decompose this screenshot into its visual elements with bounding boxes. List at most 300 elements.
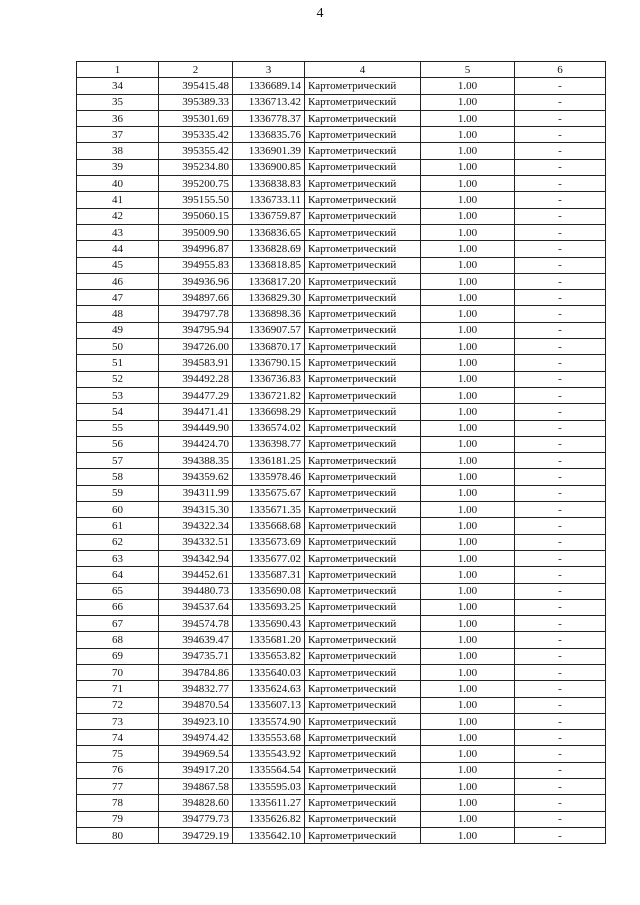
table-row (77, 404, 606, 420)
description-cell: - (515, 127, 606, 143)
x-coordinate-cell: 394388.35 (159, 453, 233, 469)
table-row (77, 550, 606, 566)
accuracy-cell: 1.00 (421, 534, 515, 550)
point-number-cell: 70 (77, 664, 159, 680)
table-row (77, 795, 606, 811)
accuracy-cell: 1.00 (421, 371, 515, 387)
point-number-cell: 69 (77, 648, 159, 664)
table-row (77, 273, 606, 289)
y-coordinate-cell: 1336817.20 (233, 273, 305, 289)
description-cell: - (515, 827, 606, 843)
table-row (77, 534, 606, 550)
table-row (77, 143, 606, 159)
description-cell: - (515, 387, 606, 403)
table-row (77, 453, 606, 469)
table-row (77, 387, 606, 403)
point-number-cell: 54 (77, 404, 159, 420)
accuracy-cell: 1.00 (421, 339, 515, 355)
table-row (77, 127, 606, 143)
method-cell: Картометрический (305, 436, 421, 452)
description-cell: - (515, 159, 606, 175)
x-coordinate-cell: 394574.78 (159, 616, 233, 632)
description-cell: - (515, 664, 606, 680)
method-cell: Картометрический (305, 192, 421, 208)
x-coordinate-cell: 394923.10 (159, 713, 233, 729)
description-cell: - (515, 681, 606, 697)
column-header: 6 (515, 62, 606, 78)
method-cell: Картометрический (305, 697, 421, 713)
point-number-cell: 55 (77, 420, 159, 436)
page-number: 4 (316, 6, 324, 21)
table-row (77, 208, 606, 224)
description-cell: - (515, 567, 606, 583)
y-coordinate-cell: 1335693.25 (233, 599, 305, 615)
column-header: 1 (77, 62, 159, 78)
table-row (77, 713, 606, 729)
method-cell: Картометрический (305, 485, 421, 501)
point-number-cell: 34 (77, 78, 159, 94)
table-header (77, 62, 606, 78)
method-cell: Картометрический (305, 599, 421, 615)
method-cell: Картометрический (305, 176, 421, 192)
x-coordinate-cell: 394996.87 (159, 241, 233, 257)
table-row (77, 290, 606, 306)
y-coordinate-cell: 1335607.13 (233, 697, 305, 713)
table-row (77, 371, 606, 387)
point-number-cell: 42 (77, 208, 159, 224)
y-coordinate-cell: 1336900.85 (233, 159, 305, 175)
table-row (77, 779, 606, 795)
description-cell: - (515, 339, 606, 355)
point-number-cell: 37 (77, 127, 159, 143)
y-coordinate-cell: 1336398.77 (233, 436, 305, 452)
table-row (77, 502, 606, 518)
point-number-cell: 68 (77, 632, 159, 648)
table-row (77, 110, 606, 126)
y-coordinate-cell: 1335564.54 (233, 762, 305, 778)
table-row (77, 420, 606, 436)
x-coordinate-cell: 395301.69 (159, 110, 233, 126)
point-number-cell: 40 (77, 176, 159, 192)
table-row (77, 322, 606, 338)
accuracy-cell: 1.00 (421, 632, 515, 648)
description-cell: - (515, 143, 606, 159)
x-coordinate-cell: 395234.80 (159, 159, 233, 175)
x-coordinate-cell: 395200.75 (159, 176, 233, 192)
description-cell: - (515, 811, 606, 827)
column-header: 2 (159, 62, 233, 78)
table-row (77, 159, 606, 175)
x-coordinate-cell: 395389.33 (159, 94, 233, 110)
point-number-cell: 73 (77, 713, 159, 729)
point-number-cell: 62 (77, 534, 159, 550)
accuracy-cell: 1.00 (421, 127, 515, 143)
y-coordinate-cell: 1336898.36 (233, 306, 305, 322)
method-cell: Картометрический (305, 713, 421, 729)
accuracy-cell: 1.00 (421, 78, 515, 94)
y-coordinate-cell: 1336181.25 (233, 453, 305, 469)
description-cell: - (515, 110, 606, 126)
method-cell: Картометрический (305, 94, 421, 110)
description-cell: - (515, 713, 606, 729)
y-coordinate-cell: 1336733.11 (233, 192, 305, 208)
description-cell: - (515, 436, 606, 452)
method-cell: Картометрический (305, 159, 421, 175)
description-cell: - (515, 208, 606, 224)
description-cell: - (515, 273, 606, 289)
table-row (77, 664, 606, 680)
point-number-cell: 56 (77, 436, 159, 452)
y-coordinate-cell: 1336713.42 (233, 94, 305, 110)
y-coordinate-cell: 1336778.37 (233, 110, 305, 126)
x-coordinate-cell: 394639.47 (159, 632, 233, 648)
description-cell: - (515, 469, 606, 485)
description-cell: - (515, 94, 606, 110)
accuracy-cell: 1.00 (421, 795, 515, 811)
point-number-cell: 35 (77, 94, 159, 110)
description-cell: - (515, 599, 606, 615)
description-cell: - (515, 78, 606, 94)
method-cell: Картометрический (305, 648, 421, 664)
description-cell: - (515, 616, 606, 632)
table-row (77, 241, 606, 257)
accuracy-cell: 1.00 (421, 387, 515, 403)
x-coordinate-cell: 394480.73 (159, 583, 233, 599)
accuracy-cell: 1.00 (421, 453, 515, 469)
accuracy-cell: 1.00 (421, 94, 515, 110)
y-coordinate-cell: 1335671.35 (233, 502, 305, 518)
accuracy-cell: 1.00 (421, 518, 515, 534)
y-coordinate-cell: 1335574.90 (233, 713, 305, 729)
accuracy-cell: 1.00 (421, 664, 515, 680)
table-row (77, 567, 606, 583)
point-number-cell: 51 (77, 355, 159, 371)
point-number-cell: 74 (77, 730, 159, 746)
method-cell: Картометрический (305, 224, 421, 240)
description-cell: - (515, 355, 606, 371)
point-number-cell: 79 (77, 811, 159, 827)
description-cell: - (515, 795, 606, 811)
table-row (77, 192, 606, 208)
accuracy-cell: 1.00 (421, 290, 515, 306)
y-coordinate-cell: 1335673.69 (233, 534, 305, 550)
coordinates-table (76, 61, 606, 844)
point-number-cell: 71 (77, 681, 159, 697)
point-number-cell: 44 (77, 241, 159, 257)
description-cell: - (515, 290, 606, 306)
table-row (77, 257, 606, 273)
x-coordinate-cell: 394322.34 (159, 518, 233, 534)
description-cell: - (515, 224, 606, 240)
point-number-cell: 38 (77, 143, 159, 159)
method-cell: Картометрический (305, 795, 421, 811)
point-number-cell: 57 (77, 453, 159, 469)
x-coordinate-cell: 394315.30 (159, 502, 233, 518)
y-coordinate-cell: 1336901.39 (233, 143, 305, 159)
x-coordinate-cell: 394537.64 (159, 599, 233, 615)
table-row (77, 355, 606, 371)
description-cell: - (515, 306, 606, 322)
x-coordinate-cell: 395060.15 (159, 208, 233, 224)
x-coordinate-cell: 394311.99 (159, 485, 233, 501)
accuracy-cell: 1.00 (421, 746, 515, 762)
x-coordinate-cell: 394955.83 (159, 257, 233, 273)
description-cell: - (515, 404, 606, 420)
accuracy-cell: 1.00 (421, 648, 515, 664)
x-coordinate-cell: 395355.42 (159, 143, 233, 159)
method-cell: Картометрический (305, 420, 421, 436)
table-row (77, 681, 606, 697)
y-coordinate-cell: 1335543.92 (233, 746, 305, 762)
y-coordinate-cell: 1335626.82 (233, 811, 305, 827)
method-cell: Картометрический (305, 387, 421, 403)
method-cell: Картометрический (305, 371, 421, 387)
accuracy-cell: 1.00 (421, 811, 515, 827)
accuracy-cell: 1.00 (421, 192, 515, 208)
method-cell: Картометрический (305, 339, 421, 355)
accuracy-cell: 1.00 (421, 567, 515, 583)
description-cell: - (515, 257, 606, 273)
description-cell: - (515, 453, 606, 469)
method-cell: Картометрический (305, 730, 421, 746)
accuracy-cell: 1.00 (421, 469, 515, 485)
y-coordinate-cell: 1336790.15 (233, 355, 305, 371)
table-row (77, 648, 606, 664)
method-cell: Картометрический (305, 762, 421, 778)
point-number-cell: 78 (77, 795, 159, 811)
method-cell: Картометрический (305, 257, 421, 273)
y-coordinate-cell: 1336574.02 (233, 420, 305, 436)
method-cell: Картометрический (305, 664, 421, 680)
method-cell: Картометрический (305, 746, 421, 762)
x-coordinate-cell: 395155.50 (159, 192, 233, 208)
point-number-cell: 66 (77, 599, 159, 615)
x-coordinate-cell: 395009.90 (159, 224, 233, 240)
description-cell: - (515, 583, 606, 599)
y-coordinate-cell: 1336829.30 (233, 290, 305, 306)
point-number-cell: 76 (77, 762, 159, 778)
description-cell: - (515, 779, 606, 795)
method-cell: Картометрический (305, 404, 421, 420)
accuracy-cell: 1.00 (421, 273, 515, 289)
point-number-cell: 67 (77, 616, 159, 632)
y-coordinate-cell: 1335624.63 (233, 681, 305, 697)
point-number-cell: 80 (77, 827, 159, 843)
x-coordinate-cell: 394974.42 (159, 730, 233, 746)
table-row (77, 616, 606, 632)
header-row (77, 62, 606, 78)
x-coordinate-cell: 394832.77 (159, 681, 233, 697)
x-coordinate-cell: 394492.28 (159, 371, 233, 387)
table-row (77, 485, 606, 501)
table-row (77, 306, 606, 322)
y-coordinate-cell: 1335687.31 (233, 567, 305, 583)
accuracy-cell: 1.00 (421, 143, 515, 159)
accuracy-cell: 1.00 (421, 241, 515, 257)
y-coordinate-cell: 1335677.02 (233, 550, 305, 566)
y-coordinate-cell: 1336818.85 (233, 257, 305, 273)
description-cell: - (515, 241, 606, 257)
table-row (77, 746, 606, 762)
y-coordinate-cell: 1336838.83 (233, 176, 305, 192)
x-coordinate-cell: 394342.94 (159, 550, 233, 566)
y-coordinate-cell: 1336828.69 (233, 241, 305, 257)
y-coordinate-cell: 1335690.08 (233, 583, 305, 599)
accuracy-cell: 1.00 (421, 110, 515, 126)
method-cell: Картометрический (305, 306, 421, 322)
table-row (77, 176, 606, 192)
accuracy-cell: 1.00 (421, 208, 515, 224)
point-number-cell: 75 (77, 746, 159, 762)
accuracy-cell: 1.00 (421, 176, 515, 192)
x-coordinate-cell: 394471.41 (159, 404, 233, 420)
y-coordinate-cell: 1335553.68 (233, 730, 305, 746)
description-cell: - (515, 697, 606, 713)
accuracy-cell: 1.00 (421, 159, 515, 175)
method-cell: Картометрический (305, 616, 421, 632)
x-coordinate-cell: 394359.62 (159, 469, 233, 485)
method-cell: Картометрический (305, 143, 421, 159)
method-cell: Картометрический (305, 632, 421, 648)
x-coordinate-cell: 394779.73 (159, 811, 233, 827)
method-cell: Картометрический (305, 241, 421, 257)
description-cell: - (515, 322, 606, 338)
y-coordinate-cell: 1335640.03 (233, 664, 305, 680)
point-number-cell: 63 (77, 550, 159, 566)
point-number-cell: 39 (77, 159, 159, 175)
accuracy-cell: 1.00 (421, 257, 515, 273)
description-cell: - (515, 371, 606, 387)
method-cell: Картометрический (305, 681, 421, 697)
method-cell: Картометрический (305, 518, 421, 534)
column-header: 3 (233, 62, 305, 78)
table-row (77, 94, 606, 110)
y-coordinate-cell: 1335611.27 (233, 795, 305, 811)
y-coordinate-cell: 1335668.68 (233, 518, 305, 534)
y-coordinate-cell: 1336835.76 (233, 127, 305, 143)
method-cell: Картометрический (305, 355, 421, 371)
point-number-cell: 60 (77, 502, 159, 518)
accuracy-cell: 1.00 (421, 436, 515, 452)
description-cell: - (515, 648, 606, 664)
accuracy-cell: 1.00 (421, 730, 515, 746)
method-cell: Картометрический (305, 273, 421, 289)
accuracy-cell: 1.00 (421, 485, 515, 501)
point-number-cell: 45 (77, 257, 159, 273)
y-coordinate-cell: 1335675.67 (233, 485, 305, 501)
y-coordinate-cell: 1335681.20 (233, 632, 305, 648)
description-cell: - (515, 550, 606, 566)
point-number-cell: 43 (77, 224, 159, 240)
point-number-cell: 58 (77, 469, 159, 485)
point-number-cell: 49 (77, 322, 159, 338)
y-coordinate-cell: 1336721.82 (233, 387, 305, 403)
x-coordinate-cell: 394828.60 (159, 795, 233, 811)
y-coordinate-cell: 1335653.82 (233, 648, 305, 664)
point-number-cell: 53 (77, 387, 159, 403)
accuracy-cell: 1.00 (421, 713, 515, 729)
point-number-cell: 36 (77, 110, 159, 126)
method-cell: Картометрический (305, 110, 421, 126)
x-coordinate-cell: 394867.58 (159, 779, 233, 795)
accuracy-cell: 1.00 (421, 502, 515, 518)
method-cell: Картометрический (305, 779, 421, 795)
description-cell: - (515, 176, 606, 192)
y-coordinate-cell: 1335642.10 (233, 827, 305, 843)
method-cell: Картометрический (305, 534, 421, 550)
x-coordinate-cell: 394870.54 (159, 697, 233, 713)
description-cell: - (515, 518, 606, 534)
y-coordinate-cell: 1336698.29 (233, 404, 305, 420)
point-number-cell: 61 (77, 518, 159, 534)
x-coordinate-cell: 394917.20 (159, 762, 233, 778)
y-coordinate-cell: 1336689.14 (233, 78, 305, 94)
y-coordinate-cell: 1336870.17 (233, 339, 305, 355)
table-row (77, 827, 606, 843)
description-cell: - (515, 502, 606, 518)
table-row (77, 632, 606, 648)
y-coordinate-cell: 1336836.65 (233, 224, 305, 240)
method-cell: Картометрический (305, 127, 421, 143)
point-number-cell: 64 (77, 567, 159, 583)
table-row (77, 762, 606, 778)
y-coordinate-cell: 1336907.57 (233, 322, 305, 338)
accuracy-cell: 1.00 (421, 583, 515, 599)
table-row (77, 339, 606, 355)
description-cell: - (515, 420, 606, 436)
method-cell: Картометрический (305, 583, 421, 599)
accuracy-cell: 1.00 (421, 306, 515, 322)
table-row (77, 469, 606, 485)
x-coordinate-cell: 394729.19 (159, 827, 233, 843)
point-number-cell: 46 (77, 273, 159, 289)
accuracy-cell: 1.00 (421, 697, 515, 713)
table-row (77, 583, 606, 599)
x-coordinate-cell: 394332.51 (159, 534, 233, 550)
y-coordinate-cell: 1336759.87 (233, 208, 305, 224)
accuracy-cell: 1.00 (421, 616, 515, 632)
method-cell: Картометрический (305, 811, 421, 827)
x-coordinate-cell: 394735.71 (159, 648, 233, 664)
method-cell: Картометрический (305, 550, 421, 566)
x-coordinate-cell: 394795.94 (159, 322, 233, 338)
accuracy-cell: 1.00 (421, 550, 515, 566)
accuracy-cell: 1.00 (421, 355, 515, 371)
table-row (77, 518, 606, 534)
table-row (77, 224, 606, 240)
description-cell: - (515, 762, 606, 778)
method-cell: Картометрический (305, 78, 421, 94)
method-cell: Картометрический (305, 322, 421, 338)
x-coordinate-cell: 394477.29 (159, 387, 233, 403)
column-header: 5 (421, 62, 515, 78)
point-number-cell: 72 (77, 697, 159, 713)
description-cell: - (515, 730, 606, 746)
method-cell: Картометрический (305, 567, 421, 583)
point-number-cell: 52 (77, 371, 159, 387)
description-cell: - (515, 632, 606, 648)
table-row (77, 599, 606, 615)
x-coordinate-cell: 394449.90 (159, 420, 233, 436)
y-coordinate-cell: 1335978.46 (233, 469, 305, 485)
description-cell: - (515, 746, 606, 762)
accuracy-cell: 1.00 (421, 827, 515, 843)
point-number-cell: 77 (77, 779, 159, 795)
point-number-cell: 59 (77, 485, 159, 501)
x-coordinate-cell: 394969.54 (159, 746, 233, 762)
method-cell: Картометрический (305, 290, 421, 306)
x-coordinate-cell: 395335.42 (159, 127, 233, 143)
